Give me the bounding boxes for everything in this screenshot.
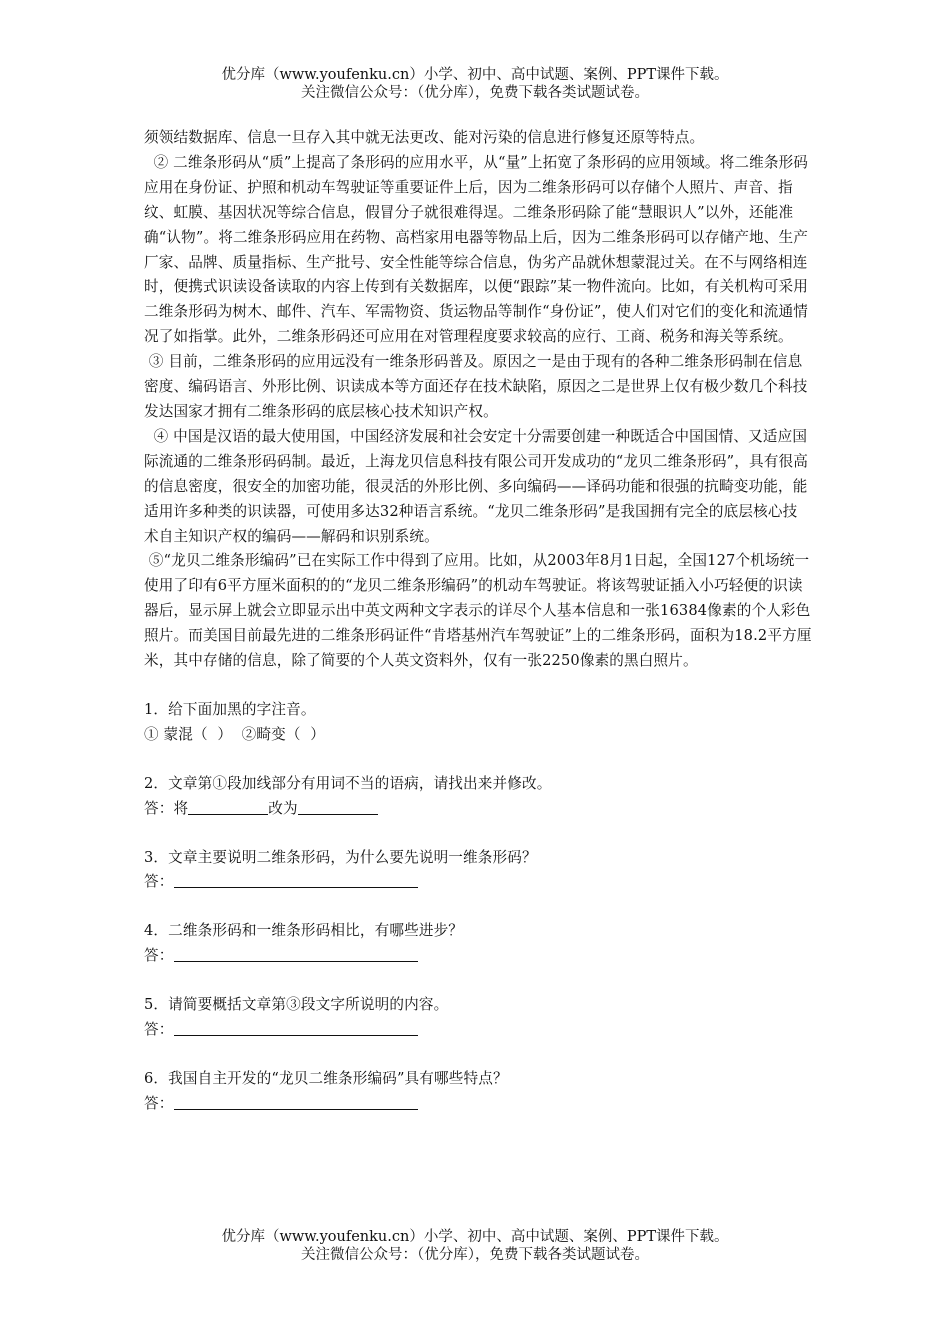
question-5-text: 5．请简要概括文章第③段文字所说明的内容。: [144, 996, 449, 1014]
question-1-items: ① 蒙混（ ） ②畸变（ ）: [144, 725, 325, 743]
spacer: [144, 822, 812, 846]
spacer: [144, 895, 812, 919]
question-2-text: 2．文章第①段加线部分有用词不当的语病，请找出来并修改。: [144, 774, 552, 792]
question-4: [144, 919, 812, 969]
question-1: [144, 698, 812, 748]
header-line-2: 关注微信公众号：（优分库），免费下载各类试题试卷。: [301, 85, 649, 101]
paragraph-2: ② 二维条形码从“质”上提高了条形码的应用水平，从“量”上拓宽了条形码的应用领域。将二维条形码应用在身份证、护照和机动车驾驶证等重要证件上后，因为二维条形码可以存储个人照片、声音、指纹、虹膜、基因状况等综合信息，假冒分子就很难得逞。二维条形码除了能“慧眼识人”以外，还能准确“认物”。将二维条形码应用在药物、高档家用电器等物品上后，因为二维条形码可以存储产地、生产厂家、品牌、质量指标、生产批号、安全性能等综合信息，伪劣产品就休想蒙混过关。在不与网络相连时，便携式识读设备读取的内容上传到有关数据库，以便“跟踪”某一物件流向。比如，有关机构可采用二维条形码为树木、邮件、汽车、军需物资、货运物品等制作“身份证”，使人们对它们的变化和流通情况了如指掌。此外，二维条形码还可应用在对管理程度要求较高的应行、工商、税务和海关等系统。: [144, 153, 809, 346]
paragraph-3: ③ 目前，二维条形码的应用远没有一维条形码普及。原因之一是由于现有的各种二维条形码制在信息密度、编码语言、外形比例、识读成本等方面还存在技术缺陷，原因之二是世界上仅有极少数几个科技发达国家才拥有二维条形码的底层核心技术知识产权。: [144, 353, 808, 420]
question-2-answer: [144, 797, 812, 822]
paragraph-4: ④ 中国是汉语的最大使用国，中国经济发展和社会安定十分需要创建一种既适合中国国情、又适应国际流通的二维条形码码制。最近，上海龙贝信息科技有限公司开发成功的“龙贝二维条形码”，具有很高的信息密度，很安全的加密功能，很灵活的外形比例、多向编码——译码功能和很强的抗畸变功能，能适用许多种类的识读器，可使用多达32种语言系统。“龙贝二维条形码”是我国拥有完全的底层核心技术自主知识产权的编码——解码和识别系统。: [144, 427, 808, 545]
footer-line-1: 优分库（www.youfenku.cn）小学、初中、高中试题、案例、PPT课件下载。: [221, 1229, 729, 1245]
answer-blank[interactable]: [174, 870, 418, 888]
answer-blank[interactable]: [174, 1092, 418, 1110]
page-header: [0, 66, 950, 102]
paragraph-5: ⑤“龙贝二维条形编码”已在实际工作中得到了应用。比如，从2003年8月1日起，全国127个机场统一使用了印有6平方厘米面积的的“龙贝二维条形编码”的机动车驾驶证。将该驾驶证插入小巧轻便的识读器后，显示屏上就会立即显示出中英文两种文字表示的详尽个人基本信息和一张16384像素的个人彩色照片。而美国目前最先进的二维条形码证件“肯塔基州汽车驾驶证”上的二维条形码，面积为18.2平方厘米，其中存储的信息，除了简要的个人英文资料外，仅有一张2250像素的黑白照片。: [144, 552, 812, 670]
answer-label: 答：: [144, 873, 174, 891]
question-3: [144, 846, 812, 896]
spacer: [144, 969, 812, 993]
question-3-answer: [144, 870, 812, 895]
page-footer: [0, 1228, 950, 1264]
answer-mid: 改为: [268, 799, 298, 817]
spacer: [144, 748, 812, 772]
document-body: [144, 126, 812, 1117]
answer-label: 答：: [144, 1094, 174, 1112]
question-6: [144, 1067, 812, 1117]
question-4-answer: [144, 944, 812, 969]
answer-prefix: 答：将: [144, 799, 189, 817]
question-4-text: 4．二维条形码和一维条形码相比，有哪些进步？: [144, 922, 464, 940]
spacer: [144, 674, 812, 698]
question-2: [144, 772, 812, 822]
answer-blank-corrected[interactable]: [298, 797, 378, 815]
question-3-text: 3．文章主要说明二维条形码，为什么要先说明一维条形码？: [144, 848, 537, 866]
answer-label: 答：: [144, 1021, 174, 1039]
question-5: [144, 993, 812, 1043]
question-6-text: 6．我国自主开发的“龙贝二维条形编码”具有哪些特点？: [144, 1070, 508, 1087]
question-5-answer: [144, 1018, 812, 1043]
answer-blank[interactable]: [174, 944, 418, 962]
answer-blank[interactable]: [174, 1018, 418, 1036]
header-line-1: 优分库（www.youfenku.cn）小学、初中、高中试题、案例、PPT课件下载。: [221, 67, 729, 83]
answer-label: 答：: [144, 947, 174, 965]
paragraph-1-tail: 须领结数据库、信息一旦存入其中就无法更改、能对污染的信息进行修复还原等特点。: [144, 129, 705, 146]
footer-line-2: 关注微信公众号：（优分库），免费下载各类试题试卷。: [301, 1247, 649, 1263]
question-6-answer: [144, 1092, 812, 1117]
spacer: [144, 1043, 812, 1067]
question-1-text: 1．给下面加黑的字注音。: [144, 700, 316, 718]
answer-blank-original[interactable]: [188, 797, 268, 815]
